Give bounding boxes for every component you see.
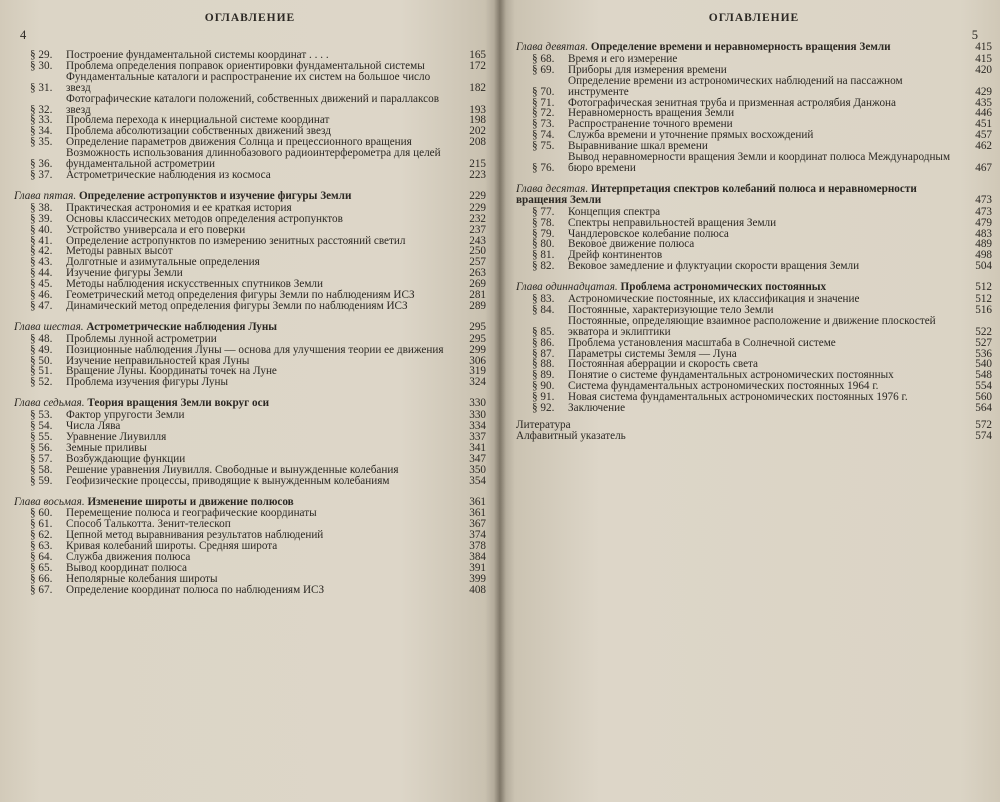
entry-title: Практическая астрономия и ее краткая история: [66, 201, 292, 214]
page-number: 504: [975, 260, 992, 273]
section-number: § 64.: [30, 551, 53, 564]
section-number: § 47.: [30, 299, 53, 312]
chapter-heading: [516, 42, 992, 53]
page-number: 324: [469, 376, 486, 389]
chapter-title-line: [516, 42, 966, 53]
section-number: § 83.: [532, 293, 555, 306]
back-matter-title: Литература: [516, 419, 571, 431]
page-number: 223: [469, 168, 486, 181]
page-number: 462: [975, 140, 992, 153]
entry-title: Основы классических методов определения астропунктов: [66, 212, 343, 225]
page-number: 483: [975, 227, 992, 240]
section-number: § 49.: [30, 343, 53, 356]
page-number: 172: [469, 59, 486, 72]
toc-entry: [14, 214, 486, 225]
toc-entry: [14, 377, 486, 388]
entry-title: Вывод координат полюса: [66, 561, 187, 574]
section-number: § 35.: [30, 136, 53, 149]
toc-entry: [14, 170, 486, 181]
entry-title: Земные приливы: [66, 441, 147, 454]
entry-title: Вывод неравномерности вращения Земли и координат полюса Международным бюро времени: [568, 151, 951, 174]
back-matter-entry: [516, 431, 992, 442]
page-number: 473: [975, 205, 992, 218]
entry-title: Астрометрические наблюдения из космоса: [66, 168, 271, 181]
section-number: § 86.: [532, 336, 555, 349]
toc-entry: [14, 72, 486, 94]
entry-title: Перемещение полюса и географические координаты: [66, 507, 317, 520]
section-number: § 42.: [30, 245, 53, 258]
toc-entry: [516, 338, 992, 349]
page-number: 564: [975, 402, 992, 415]
entry-title: Проблема перехода к инерциальной системе координат: [66, 114, 330, 127]
section-number: § 77.: [532, 205, 555, 218]
section-number: § 45.: [30, 278, 53, 291]
page-number: 527: [975, 336, 992, 349]
section-number: § 65.: [30, 561, 53, 574]
chapter-heading: [516, 184, 992, 206]
entry-title: Вращение Луны. Координаты точек на Луне: [66, 365, 277, 378]
section-number: § 82.: [532, 260, 555, 273]
page-number: 391: [469, 561, 486, 574]
entry-title: Построение фундаментальной системы координат . . . .: [66, 49, 329, 61]
section-number: § 59.: [30, 474, 53, 487]
left-toc: [14, 50, 486, 596]
page-number: 540: [975, 358, 992, 371]
section-number: § 56.: [30, 441, 53, 454]
page-number: 498: [975, 249, 992, 262]
page-number: 554: [975, 380, 992, 393]
section-number: § 60.: [30, 507, 53, 520]
left-running-title: ОГЛАВЛЕНИЕ: [204, 12, 296, 24]
page-number: 429: [975, 85, 992, 98]
chapter-entries: [516, 207, 992, 272]
section-number: § 32.: [30, 103, 53, 116]
entry-title: Кривая колебаний широты. Средняя широта: [66, 540, 278, 553]
page-number: 516: [975, 303, 992, 316]
entry-title: Служба времени и уточнение прямых восхождений: [568, 129, 814, 142]
page-number: 435: [975, 96, 992, 109]
page-number: 415: [975, 52, 992, 65]
page-number: 306: [469, 354, 486, 367]
page-number: 243: [469, 234, 486, 247]
page-number: 408: [469, 583, 486, 596]
page-number: 334: [469, 420, 486, 433]
chapter-title-line: [516, 184, 966, 206]
section-number: § 33.: [30, 114, 53, 127]
section-number: § 46.: [30, 289, 53, 302]
page-number: 446: [975, 107, 992, 120]
section-number: § 89.: [532, 369, 555, 382]
entry-title: Дрейф континентов: [568, 249, 663, 262]
section-number: § 54.: [30, 420, 53, 433]
entry-title: Позиционные наблюдения Луны — основа для улучшения теории ее движения: [66, 343, 444, 356]
page-number: 341: [469, 441, 486, 454]
entry-title: Методы равных высот: [66, 245, 173, 258]
chapter-heading: [14, 191, 486, 202]
section-number: § 43.: [30, 256, 53, 269]
entry-title: Числа Лява: [66, 420, 121, 433]
section-number: § 85.: [532, 325, 555, 338]
chapter-entries: [14, 410, 486, 486]
page-number: 536: [975, 347, 992, 360]
section-number: § 80.: [532, 238, 555, 251]
entry-title: Геофизические процессы, приводящие к вынужденным колебаниям: [66, 474, 390, 487]
entry-title: Динамический метод определения фигуры Земли по наблюдениям ИСЗ: [66, 299, 408, 312]
page-number: 347: [469, 452, 486, 465]
chapter-entries: [14, 508, 486, 595]
entry-title: Уравнение Лиувилля: [66, 431, 167, 443]
page-number: 269: [469, 278, 486, 291]
chapter-heading: [14, 322, 486, 333]
entry-title: Проблемы лунной астрометрии: [66, 332, 217, 345]
page-number: 374: [469, 529, 486, 542]
page-number: 548: [975, 369, 992, 382]
section-number: § 39.: [30, 212, 53, 225]
left-running-head: [14, 8, 486, 42]
chapter-entries: [516, 54, 992, 174]
entry-title: Фотографическая зенитная труба и призменная астролябия Данжона: [568, 96, 896, 109]
page-number: 193: [469, 103, 486, 116]
chapter-page-number: 415: [975, 41, 992, 53]
section-number: § 37.: [30, 168, 53, 181]
entry-title: Постоянные, определяющие взаимное расположение и движение плоскостей экватора и эклиптики: [568, 314, 936, 338]
back-matter-title: Алфавитный указатель: [516, 429, 626, 442]
chapter-number: Глава девятая.: [516, 41, 589, 53]
page-number: 399: [469, 572, 486, 585]
toc-entry: [14, 585, 486, 596]
entry-title: Неполярные колебания широты: [66, 572, 218, 585]
entry-title: Время и его измерение: [568, 52, 678, 65]
section-number: § 31.: [30, 81, 53, 94]
chapter-title: Проблема астрономических постоянных: [620, 281, 827, 294]
section-number: § 63.: [30, 540, 53, 553]
page-number: 451: [975, 118, 992, 131]
section-number: § 30.: [30, 59, 53, 72]
entry-title: Долготные и азимутальные определения: [66, 256, 260, 269]
toc-entry: [14, 148, 486, 170]
toc-entry: [14, 476, 486, 487]
chapter-title: Астрометрические наблюдения Луны: [86, 320, 278, 333]
section-number: § 76.: [532, 161, 555, 174]
page-number: 295: [469, 332, 486, 345]
entry-title: Проблема определения поправок ориентировки фундаментальной системы: [66, 59, 425, 72]
page-number: 572: [975, 419, 992, 431]
chapter-page-number: 330: [469, 397, 486, 410]
section-number: § 58.: [30, 463, 53, 476]
toc-entry: [516, 76, 992, 98]
entry-title: Фотографические каталоги положений, собственных движений и параллаксов звезд: [66, 92, 439, 116]
page-number: 522: [975, 325, 992, 338]
entry-title: Изучение неправильностей края Луны: [66, 354, 250, 367]
right-toc: [516, 42, 992, 442]
section-number: § 52.: [30, 376, 53, 389]
toc-entry: [516, 207, 992, 218]
entry-title: Методы наблюдения искусственных спутников Земли: [66, 278, 323, 291]
toc-entry: [14, 465, 486, 476]
chapter-title-line: [14, 398, 456, 409]
section-number: § 48.: [30, 332, 53, 345]
chapter-number: Глава седьмая.: [14, 397, 85, 410]
page-number: 198: [469, 114, 486, 127]
entry-title: Решение уравнения Лиувилля. Свободные и вынужденные колебания: [66, 463, 399, 476]
chapter-title-line: [14, 322, 456, 333]
entry-title: Возможность использования длиннобазового радиоинтерферометра для целей фундаментальной астрометрии: [66, 147, 441, 171]
entry-title: Чандлеровское колебание полюса: [568, 227, 729, 240]
section-number: § 75.: [532, 140, 555, 153]
section-number: § 53.: [30, 409, 53, 422]
section-number: § 68.: [532, 52, 555, 65]
section-number: § 74.: [532, 129, 555, 142]
entry-title: Определение времени из астрономических наблюдений на пассажном инструменте: [568, 74, 903, 98]
section-number: § 55.: [30, 431, 53, 443]
left-folio: 4: [20, 28, 27, 42]
entry-title: Проблема абсолютизации собственных движений звезд: [66, 125, 331, 138]
entry-title: Способ Талькотта. Зенит-телескоп: [66, 518, 231, 531]
entry-title: Фактор упругости Земли: [66, 409, 185, 422]
page-number: 378: [469, 540, 486, 553]
section-number: § 78.: [532, 216, 555, 229]
toc-entry: [516, 403, 992, 414]
chapter-number: Глава одиннадцатая.: [516, 281, 618, 294]
entry-title: Понятие о системе фундаментальных астрономических постоянных: [568, 369, 894, 382]
right-running-head: [516, 8, 992, 42]
section-number: § 61.: [30, 518, 53, 531]
chapter-page-number: 361: [469, 495, 486, 508]
right-folio: 5: [971, 28, 978, 42]
section-number: § 41.: [30, 234, 53, 247]
entry-title: Устройство универсала и его поверки: [66, 223, 246, 236]
page-number: 263: [469, 267, 486, 280]
entry-title: Проблема изучения фигуры Луны: [66, 376, 228, 389]
chapter-heading: [14, 398, 486, 409]
entry-title: Новая система фундаментальных астрономических постоянных 1976 г.: [568, 391, 908, 404]
page-number: 229: [469, 201, 486, 214]
entry-title: Система фундаментальных астрономических постоянных 1964 г.: [568, 380, 879, 393]
section-number: § 36.: [30, 158, 53, 171]
chapter-title: Определение времени и неравномерность вращения Земли: [590, 41, 891, 53]
chapter-entries: [516, 294, 992, 414]
page-number: 330: [469, 409, 486, 422]
chapter-entries: [14, 203, 486, 312]
entry-title: Распространение точного времени: [568, 118, 733, 131]
entry-title: Возбуждающие функции: [66, 452, 186, 465]
page-number: 479: [975, 216, 992, 229]
section-number: § 50.: [30, 354, 53, 367]
section-number: § 44.: [30, 267, 53, 280]
page-number: 182: [469, 81, 486, 94]
toc-entry: [14, 225, 486, 236]
page-number: 299: [469, 343, 486, 356]
page-number: 337: [469, 431, 486, 443]
page-number: 232: [469, 212, 486, 225]
section-number: § 29.: [30, 49, 53, 61]
entry-title: Приборы для измерения времени: [568, 63, 727, 76]
entry-title: Параметры системы Земля — Луна: [568, 347, 737, 360]
right-page: [500, 0, 1000, 802]
page-number: 319: [469, 365, 486, 378]
book-gutter: [494, 0, 506, 802]
section-number: § 69.: [532, 63, 555, 76]
entry-title: Цепной метод выравнивания результатов наблюдений: [66, 529, 324, 542]
section-number: § 92.: [532, 402, 555, 415]
entry-title: Спектры неправильностей вращения Земли: [568, 216, 777, 229]
page-number: 361: [469, 507, 486, 520]
chapter-title: Теория вращения Земли вокруг оси: [87, 397, 270, 410]
chapter-page-number: 512: [975, 281, 992, 294]
section-number: § 40.: [30, 223, 53, 236]
page-number: 202: [469, 125, 486, 138]
toc-entry: [516, 261, 992, 272]
page-number: 250: [469, 245, 486, 258]
entry-title: Концепция спектра: [568, 205, 661, 218]
chapter-title-line: [14, 497, 456, 508]
chapter-number: Глава пятая.: [14, 189, 77, 202]
entry-title: Определение координат полюса по наблюдениям ИСЗ: [66, 583, 325, 596]
page-number: 165: [469, 49, 486, 61]
toc-entry: [516, 152, 992, 174]
toc-entry: [14, 301, 486, 312]
chapter-page-number: 295: [469, 320, 486, 333]
chapter-title-line: [516, 282, 966, 293]
chapter-number: Глава десятая.: [516, 182, 589, 195]
section-number: § 62.: [30, 529, 53, 542]
page-number: 354: [469, 474, 486, 487]
right-running-title: ОГЛАВЛЕНИЕ: [708, 12, 800, 24]
entry-title: Постоянная аберрации и скорость света: [568, 358, 759, 371]
chapter-title: Интерпретация спектров колебаний полюса и неравномерности вращения Земли: [516, 182, 917, 206]
toc-entry: [516, 218, 992, 229]
section-number: § 66.: [30, 572, 53, 585]
section-number: § 79.: [532, 227, 555, 240]
entry-title: Выравнивание шкал времени: [568, 140, 708, 153]
page-number: 574: [975, 429, 992, 442]
page-number: 457: [975, 129, 992, 142]
chapter-page-number: 473: [975, 193, 992, 206]
page-number: 237: [469, 223, 486, 236]
entry-title: Астрономические постоянные, их классификация и значение: [568, 293, 860, 306]
section-number: § 91.: [532, 391, 555, 404]
page-number: 281: [469, 289, 486, 302]
page-number: 467: [975, 161, 992, 174]
page-number: 257: [469, 256, 486, 269]
entry-title: Изучение фигуры Земли: [66, 267, 183, 280]
entry-title: Заключение: [568, 402, 626, 415]
page-number: 420: [975, 63, 992, 76]
section-number: § 81.: [532, 249, 555, 262]
chapter-page-number: 229: [469, 189, 486, 202]
page-number: 215: [469, 158, 486, 171]
entry-title: Вековое движение полюса: [568, 238, 695, 251]
chapter-number: Глава восьмая.: [14, 495, 85, 508]
page-number: 289: [469, 299, 486, 312]
section-number: § 72.: [532, 107, 555, 120]
section-number: § 90.: [532, 380, 555, 393]
page-number: 208: [469, 136, 486, 149]
page-number: 512: [975, 293, 992, 306]
entry-title: Определение параметров движения Солнца и прецессионного вращения: [66, 136, 412, 149]
section-number: § 71.: [532, 96, 555, 109]
section-number: § 57.: [30, 452, 53, 465]
section-number: § 73.: [532, 118, 555, 131]
page-number: 489: [975, 238, 992, 251]
chapter-heading: [516, 282, 992, 293]
entry-title: Постоянные, характеризующие тело Земли: [568, 303, 774, 316]
toc-entry: [14, 94, 486, 116]
page-number: 350: [469, 463, 486, 476]
chapter-number: Глава шестая.: [14, 320, 84, 333]
toc-entry: [14, 345, 486, 356]
entry-title: Неравномерность вращения Земли: [568, 107, 735, 120]
entry-title: Служба движения полюса: [66, 551, 191, 564]
entry-title: Фундаментальные каталоги и распространение их систем на большое число звезд: [66, 70, 431, 94]
section-number: § 70.: [532, 85, 555, 98]
section-number: § 88.: [532, 358, 555, 371]
chapter-title-line: [14, 191, 456, 202]
chapter-heading: [14, 497, 486, 508]
page-number: 367: [469, 518, 486, 531]
chapter-title: Определение астропунктов и изучение фигуры Земли: [78, 189, 352, 202]
chapter-title: Изменение широты и движение полюсов: [87, 495, 294, 508]
entry-title: Геометрический метод определения фигуры Земли по наблюдениям ИСЗ: [66, 289, 415, 302]
section-number: § 34.: [30, 125, 53, 138]
section-number: § 84.: [532, 303, 555, 316]
section-number: § 38.: [30, 201, 53, 214]
toc-entry: [516, 316, 992, 338]
section-number: § 87.: [532, 347, 555, 360]
section-number: § 67.: [30, 583, 53, 596]
section-number: § 51.: [30, 365, 53, 378]
lead-entries: [14, 50, 486, 181]
page-number: 384: [469, 551, 486, 564]
chapter-entries: [14, 334, 486, 389]
entry-title: Вековое замедление и флуктуации скорости вращения Земли: [568, 260, 860, 273]
entry-title: Проблема установления масштаба в Солнечной системе: [568, 336, 836, 349]
entry-title: Определение астропунктов по измерению зенитных расстояний светил: [66, 234, 406, 247]
page-number: 560: [975, 391, 992, 404]
